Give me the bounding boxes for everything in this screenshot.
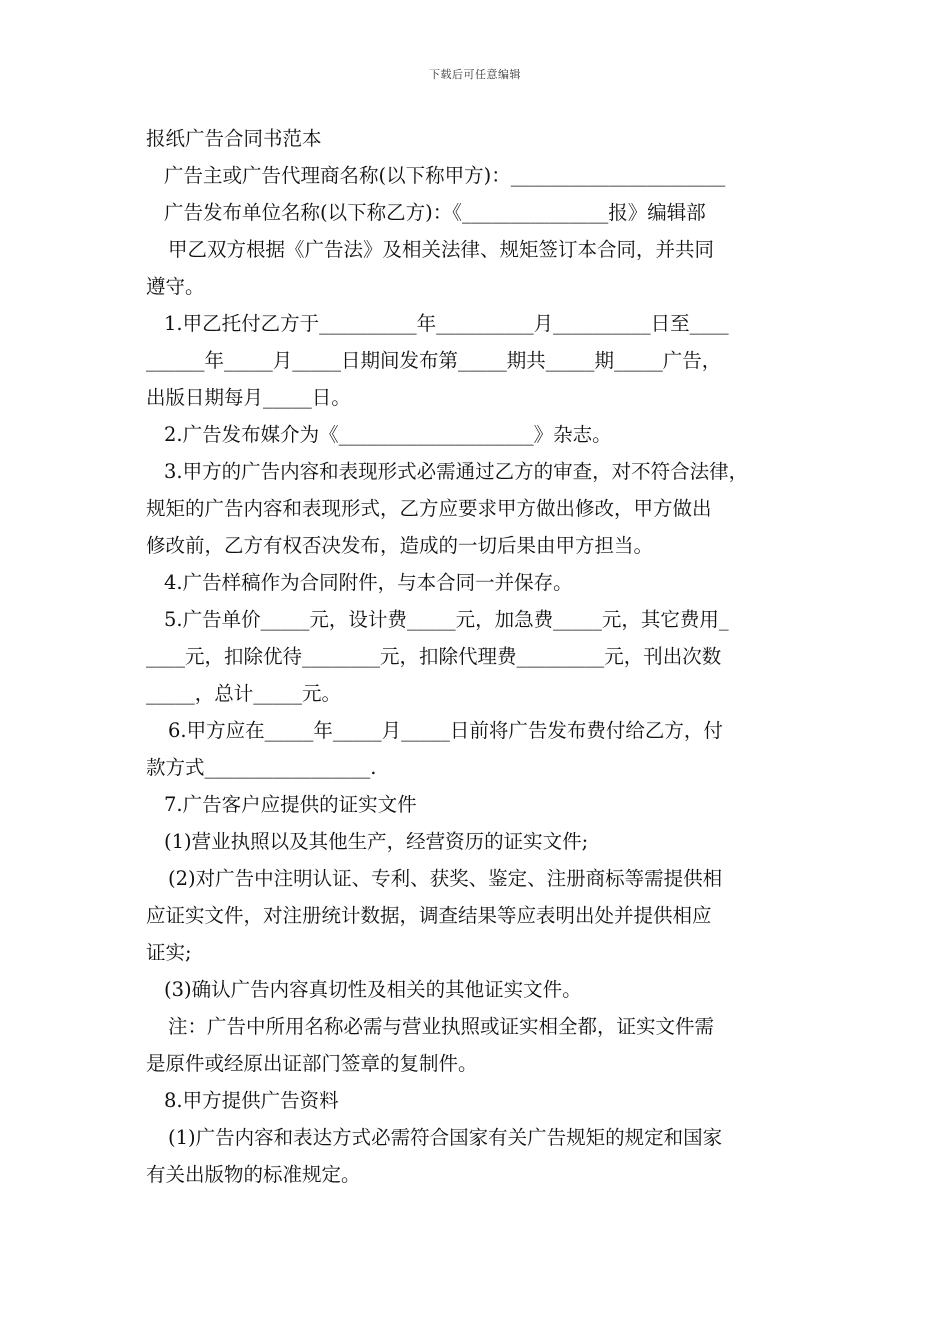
text-line: 广告主或广告代理商名称(以下称甲方)：______________________ [164,164,726,187]
text-line: 修改前，乙方有权否决发布，造成的一切后果由甲方担当。 [146,534,654,557]
text-line: _____，总计_____元。 [146,682,342,705]
document-title: 报纸广告合同书范本 [146,127,322,150]
text-line: 2.广告发布媒介为《____________________》杂志。 [164,423,612,446]
text-line: 6.甲方应在_____年_____月_____日前将广告发布费付给乙方，付 [168,719,723,742]
text-line: 有关出版物的标准规定。 [146,1163,361,1186]
document-body [146,120,810,1193]
text-line: (2)对广告中注明认证、专利、获奖、鉴定、注册商标等需提供相 [168,867,723,890]
text-line: 是原件或经原出证部门签章的复制件。 [146,1052,478,1075]
text-line: 款方式_________________. [146,756,377,779]
text-line: 7.广告客户应提供的证实文件 [164,793,417,816]
text-line: 广告发布单位名称(以下称乙方)：《_______________报》编辑部 [164,201,706,224]
text-line: 8.甲方提供广告资料 [164,1089,339,1112]
text-line: ____元，扣除优待________元，扣除代理费_________元，刊出次数 [146,645,722,668]
text-line: 出版日期每月_____日。 [146,386,351,409]
text-line: 4.广告样稿作为合同附件，与本合同一并保存。 [164,571,573,594]
text-line: 甲乙双方根据《广告法》及相关法律、规矩签订本合同，并共同 [168,238,715,261]
text-line: (1)营业执照以及其他生产，经营资历的证实文件; [164,830,589,853]
text-line: ______年_____月_____日期间发布第_____期共_____期_____广告， [146,349,722,372]
text-line: 应证实文件，对注册统计数据，调查结果等应表明出处并提供相应 [146,904,712,927]
text-line: 注：广告中所用名称必需与营业执照或证实相全都，证实文件需 [168,1015,715,1038]
text-line: 3.甲方的广告内容和表现形式必需通过乙方的审查，对不符合法律， [164,460,749,483]
text-line: 1.甲乙托付乙方于__________年__________月__________日至____ [164,312,729,335]
text-line: 5.广告单价_____元，设计费_____元，加急费_____元，其它费用_ [164,608,729,631]
text-line: 证实; [146,941,192,964]
text-line: (3)确认广告内容真切性及相关的其他证实文件。 [164,978,582,1001]
text-line: 遵守。 [146,275,205,298]
text-line: 规矩的广告内容和表现形式，乙方应要求甲方做出修改，甲方做出 [146,497,712,520]
text-line: (1)广告内容和表达方式必需符合国家有关广告规矩的规定和国家 [168,1126,723,1149]
page-header-note: 下载后可任意编辑 [429,68,521,81]
